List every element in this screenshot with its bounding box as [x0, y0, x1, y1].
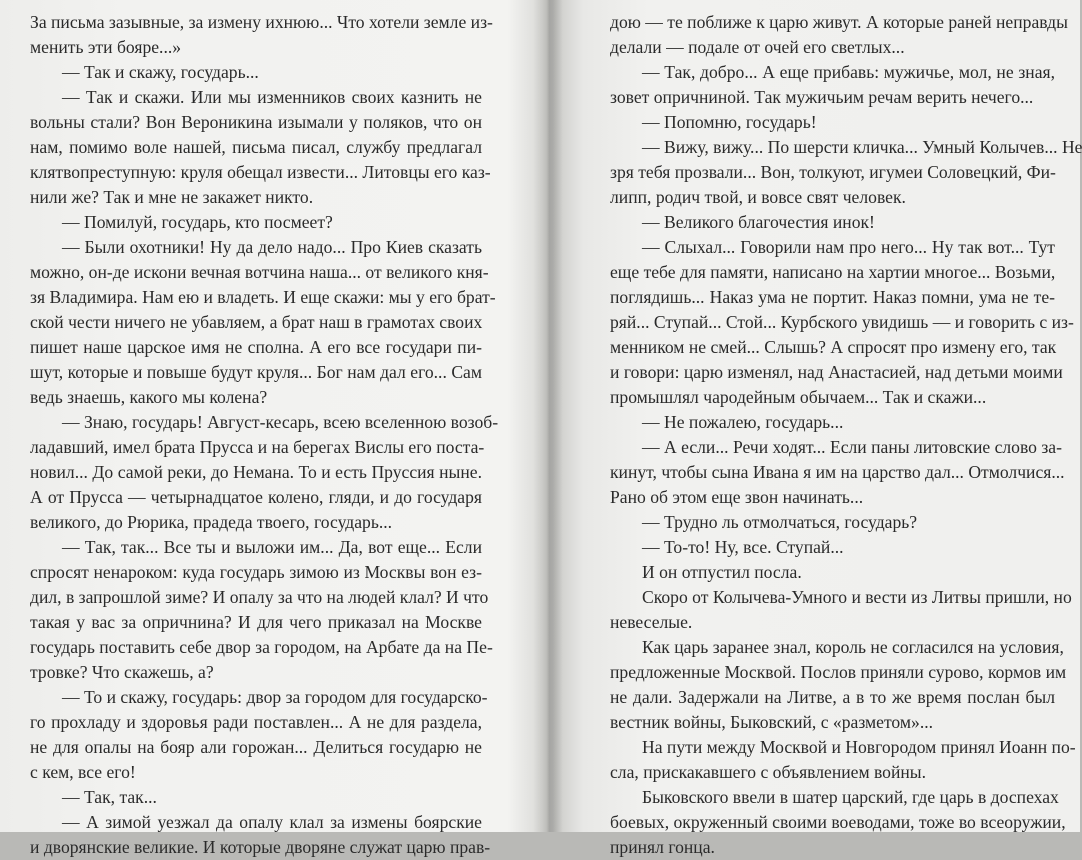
text-line: такая у вас за опричнина? И для чего приказал на Москве [30, 612, 482, 632]
text-line: дил, в запрошлой зиме? И опалу за что на людей клал? И что [30, 587, 489, 607]
text-line: зя Владимира. Нам ею и владеть. И еще скажи: мы у его брат- [30, 287, 496, 307]
text-line: Рано об этом еще звон начинать... [610, 487, 864, 507]
text-line: го прохладу и здоровья ради поставлен... А не для раздела, [30, 712, 482, 732]
text-line: — Были охотники! Ну да дело надо... Про Киев сказать [62, 237, 482, 257]
text-line: тровке? Что скажешь, а? [30, 662, 214, 682]
text-line: нам, помимо воле нашей, письма писал, службу предлагал [30, 137, 482, 157]
text-line: На пути между Москвой и Новгородом принял Иоанн по- [642, 737, 1076, 757]
text-line: шут, которые и повыше будут круля... Бог нам дал его... Сам [30, 362, 482, 382]
text-line: — То-то! Ну, все. Ступай... [642, 537, 844, 557]
text-line: ской чести ничего не убавляем, а брат наш в грамотах своих [30, 312, 483, 332]
text-line: — Так, так... [62, 787, 157, 807]
right-page [610, 10, 1082, 860]
text-line: дою — те поближе к царю живут. А которые раней неправды [610, 12, 1068, 32]
text-line: липп, родич твой, и вовсе свят человек. [610, 187, 906, 207]
text-line: — Вижу, вижу... По шерсти кличка... Умный Колычев... Не [642, 137, 1082, 157]
text-line: поглядишь... Наказ ума не портит. Наказ помни, ума не те- [610, 287, 1055, 307]
text-line: — А если... Речи ходят... Если паны литовские слово за- [642, 437, 1062, 457]
left-page [30, 10, 499, 860]
text-line: не дали. Задержали на Литве, а в то же время послан был [610, 687, 1055, 707]
text-line: — Не пожалею, государь... [642, 412, 844, 432]
text-line: менить эти бояре...» [30, 37, 182, 57]
text-line: делали — подале от очей его светлых... [610, 37, 905, 57]
text-line: ладавший, имел брата Прусса и на берегах Вислы его поста- [30, 437, 485, 457]
text-line: сла, прискакавшего с объявлением войны. [610, 762, 927, 782]
text-line: спросят ненароком: куда государь зимою из Москвы вон ез- [30, 562, 482, 582]
text-line: еще тебе для памяти, написано на хартии многое... Возьми, [610, 262, 1056, 282]
text-line: ведь знаешь, какого мы колена? [30, 387, 268, 407]
text-line: и дворянские великие. И которые дворяне служат царю прав- [30, 837, 491, 857]
text-line: И он отпустил посла. [642, 562, 802, 582]
text-line: — Попомню, государь! [642, 112, 817, 132]
text-line: можно, он-де искони вечная вотчина наша... от великого кня- [30, 262, 489, 282]
text-line: — То и скажу, государь: двор за городом для государско- [62, 687, 488, 707]
text-line: кинут, чтобы сына Ивана я им на царство дал... Отмолчися... [610, 462, 1065, 482]
text-line: великого, до Рюрика, прадеда твоего, государь... [30, 512, 393, 532]
text-line: зовет опричниной. Так мужичьим речам верить нечего... [610, 87, 1034, 107]
text-line: вольны стали? Вон Вероникина изымали у поляков, что он [30, 112, 482, 132]
text-line: — Великого благочестия инок! [642, 212, 875, 232]
text-line: — Так и скажу, государь... [62, 62, 259, 82]
text-line: зря тебя прозвали... Вон, толкуют, игумеи Соловецкий, Фи- [610, 162, 1056, 182]
text-line: пишет наше царское имя не сполна. А его все государи пи- [30, 337, 482, 357]
text-line: новил... До самой реки, до Немана. То и есть Пруссия ныне. [30, 462, 482, 482]
text-line: менником не смей... Слышь? А спросят про измену его, так [610, 337, 1057, 357]
text-line: — Помилуй, государь, кто посмеет? [62, 212, 333, 232]
text-line: — Слыхал... Говорили нам про него... Ну так вот... Тут [642, 237, 1055, 257]
text-line: клятвопреступную: круля обещал извести... Литовцы его каз- [30, 162, 491, 182]
text-line: За письма зазывные, за измену ихнюю... Что хотели земле из- [30, 12, 493, 32]
text-line: вестник войны, Быковский, с «разметом»... [610, 712, 934, 732]
text-line: боевых, окруженный своими воеводами, тоже во всеоружии, [610, 812, 1066, 832]
text-line: Как царь заранее знал, король не согласился на условия, [642, 637, 1064, 657]
text-line: не для опалы на бояр али горожан... Делиться государю не [30, 737, 482, 757]
text-line: принял гонца. [610, 837, 715, 857]
text-line: с кем, все его! [30, 762, 136, 782]
text-line: Скоро от Колычева-Умного и вести из Литвы пришли, но [642, 587, 1072, 607]
text-line: — Трудно ль отмолчаться, государь? [642, 512, 918, 532]
text-line: — Знаю, государь! Август-кесарь, всею вселенною возоб- [62, 412, 499, 432]
text-line: А от Прусса — четырнадцатое колено, гляди, и до государя [30, 487, 482, 507]
text-line: — Так, добро... А еще прибавь: мужичье, мол, не зная, [642, 62, 1055, 82]
book-gutter [533, 0, 563, 832]
text-line: Быковского ввели в шатер царский, где царь в доспехах [642, 787, 1059, 807]
text-line: ряй... Ступай... Стой... Курбского увидишь — и говорить с из- [610, 312, 1074, 332]
text-line: промышлял чародейным обычаем... Так и скажи... [610, 387, 987, 407]
text-line: и говори: царю изменял, над Анастасией, над детьми моими [610, 362, 1063, 382]
text-line: невеселые. [610, 612, 693, 632]
text-line: нили же? Так и мне не закажет никто. [30, 187, 314, 207]
text-line: — Так и скажи. Или мы изменников своих казнить не [62, 87, 482, 107]
text-line: государь поставить себе двор за городом, на Арбате да на Пе- [30, 637, 493, 657]
text-line: предложенные Москвой. Послов приняли сурово, кормов им [610, 662, 1067, 682]
text-line: — А зимой уезжал да опалу клал за измены боярские [62, 812, 482, 832]
text-line: — Так, так... Все ты и выложи им... Да, вот еще... Если [62, 537, 482, 557]
